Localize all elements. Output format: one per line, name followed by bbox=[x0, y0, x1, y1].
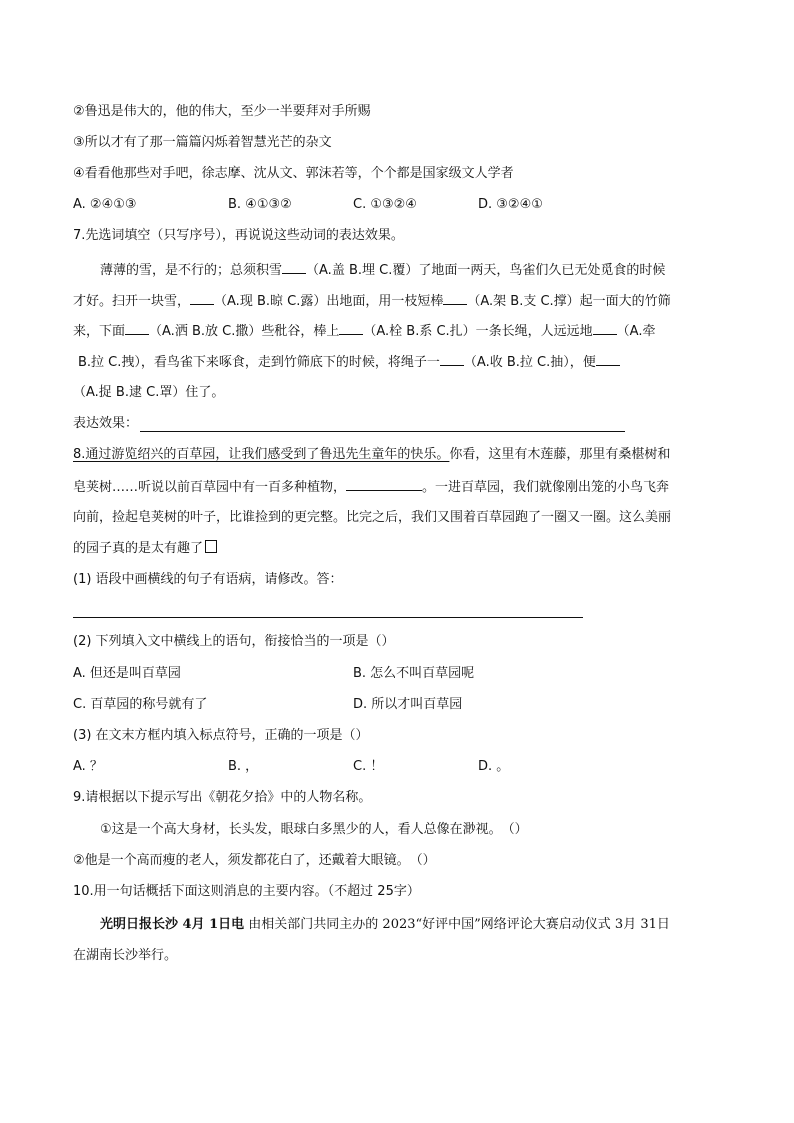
q7-text: （A.收 B.拉 C.抽），便 bbox=[463, 355, 596, 370]
q7-text: （A.栓 B.系 C.扎）一条长绳，人远远地 bbox=[363, 324, 593, 339]
q8-text: 。一进百草园，我们就像刚出笼的小鸟飞奔 bbox=[422, 480, 670, 495]
q7-blank-2[interactable] bbox=[190, 290, 214, 305]
q8-sub1: (1) 语段中画横线的句子有语病，请修改。答： bbox=[73, 572, 343, 587]
q10-news-line-1 bbox=[100, 915, 670, 935]
q7-text: （A.牵 bbox=[616, 324, 656, 339]
q8-fill-blank[interactable] bbox=[346, 476, 422, 491]
q8-text: 的园子真的是太有趣了 bbox=[73, 541, 204, 556]
q8-line-4 bbox=[73, 539, 217, 559]
reorder-options bbox=[73, 195, 723, 215]
q8-sub2-options-row-2 bbox=[73, 695, 723, 715]
q7-text: 薄薄的雪，是不行的；总须积雪 bbox=[100, 263, 283, 278]
sub2-option-d[interactable]: D. 所以才叫百草园 bbox=[353, 697, 463, 712]
q7-line-5: （A.捉 B.逮 C.罩）住了。 bbox=[73, 385, 225, 400]
q7-text: （A.现 B.晾 C.露）出地面，用一枝短棒 bbox=[214, 294, 444, 309]
q8-underlined-sentence: 8.通过游览绍兴的百草园，让我们感受到了鲁迅先生童年的快乐。 bbox=[73, 447, 450, 462]
q7-blank-7[interactable] bbox=[440, 351, 464, 366]
sub3-option-b[interactable]: B. ， bbox=[228, 759, 259, 774]
q7-blank-3[interactable] bbox=[443, 290, 467, 305]
sentence-2: ②鲁迅是伟大的，他的伟大，至少一半要拜对手所赐 bbox=[73, 104, 371, 119]
sub2-option-b[interactable]: B. 怎么不叫百草园呢 bbox=[353, 666, 475, 681]
q7-title: 7.先选词填空（只写序号），再说说这些动词的表达效果。 bbox=[73, 228, 404, 243]
q7-effect-label: 表达效果： bbox=[73, 416, 139, 431]
q8-sub2-options-row-1 bbox=[73, 664, 723, 684]
q8-line-3: 向前，捡起皂荚树的叶子，比谁捡到的更完整。比完之后，我们又围着百草园跑了一圈又一圈。这么美丽 bbox=[73, 510, 672, 525]
q8-text: 你看，这里有木莲藤，那里有桑椹树和 bbox=[449, 447, 671, 462]
news-body: 由相关部门共同主办的 2023“好评中国”网络评论大赛启动仪式 3月 31日 bbox=[244, 917, 670, 932]
q7-line-4 bbox=[78, 351, 620, 373]
q7-blank-6[interactable] bbox=[593, 320, 617, 335]
sub2-option-a[interactable]: A. 但还是叫百草园 bbox=[73, 666, 181, 681]
q7-text: （A.洒 B.放 C.撒）些秕谷，棒上 bbox=[149, 324, 340, 339]
q7-text: 来，下面 bbox=[73, 324, 126, 339]
q7-blank-8[interactable] bbox=[596, 351, 620, 366]
q9-title: 9.请根据以下提示写出《朝花夕拾》中的人物名称。 bbox=[73, 790, 372, 805]
q8-sub3: (3) 在文末方框内填入标点符号，正确的一项是（） bbox=[73, 728, 369, 743]
q7-effect-answer-line[interactable] bbox=[140, 431, 625, 432]
q7-line-2 bbox=[73, 290, 671, 312]
q7-line-3 bbox=[73, 320, 655, 342]
q10-news-line-2: 在湖南长沙举行。 bbox=[73, 948, 178, 963]
q10-title: 10.用一句话概括下面这则消息的主要内容。（不超过 25字） bbox=[73, 884, 420, 899]
q9-item-2: ②他是一个高而瘦的老人，须发都花白了，还戴着大眼镜。 （） bbox=[73, 853, 436, 868]
option-d[interactable]: D. ③②④① bbox=[478, 197, 543, 212]
q9-item-1: ①这是一个高大身材，长头发，眼球白多黑少的人，看人总像在渺视。 （） bbox=[100, 822, 528, 837]
sub3-option-d[interactable]: D. 。 bbox=[478, 759, 510, 774]
sub3-option-a[interactable]: A. ？ bbox=[73, 759, 103, 774]
q8-sub2: (2) 下列填入文中横线上的语句，衔接恰当的一项是（） bbox=[73, 634, 395, 649]
news-dateline: 光明日报长沙 4月 1日电 bbox=[100, 917, 245, 932]
sub3-option-c[interactable]: C. ！ bbox=[353, 759, 384, 774]
q7-blank-1[interactable] bbox=[282, 259, 306, 274]
q8-text: 皂荚树……听说以前百草园中有一百多种植物， bbox=[73, 480, 347, 495]
q7-line-1 bbox=[100, 259, 665, 281]
option-c[interactable]: C. ①③②④ bbox=[353, 197, 417, 212]
option-a[interactable]: A. ②④①③ bbox=[73, 197, 137, 212]
q7-text: （A.架 B.支 C.撑）起一面大的竹筛 bbox=[467, 294, 671, 309]
punctuation-box[interactable] bbox=[205, 540, 217, 553]
q7-blank-4[interactable] bbox=[125, 320, 149, 335]
q7-text: 才好。扫开一块雪， bbox=[73, 294, 191, 309]
q8-sub1-answer-line[interactable] bbox=[73, 617, 583, 618]
q7-text: （A.盖 B.埋 C.覆）了地面一两天，鸟雀们久已无处觅食的时候 bbox=[306, 263, 666, 278]
option-b[interactable]: B. ④①③② bbox=[228, 197, 292, 212]
sentence-4: ④看看他那些对手吧，徐志摩、沈从文、郭沫若等，个个都是国家级文人学者 bbox=[73, 166, 514, 181]
q7-text: B.拉 C.拽），看鸟雀下来啄食，走到竹筛底下的时候，将绳子一 bbox=[78, 355, 440, 370]
q8-line-1 bbox=[73, 445, 670, 465]
sub2-option-c[interactable]: C. 百草园的称号就有了 bbox=[73, 697, 208, 712]
sentence-3: ③所以才有了那一篇篇闪烁着智慧光芒的杂文 bbox=[73, 135, 332, 150]
q8-line-2 bbox=[73, 476, 669, 498]
q7-blank-5[interactable] bbox=[339, 320, 363, 335]
q8-sub3-options bbox=[73, 757, 723, 777]
